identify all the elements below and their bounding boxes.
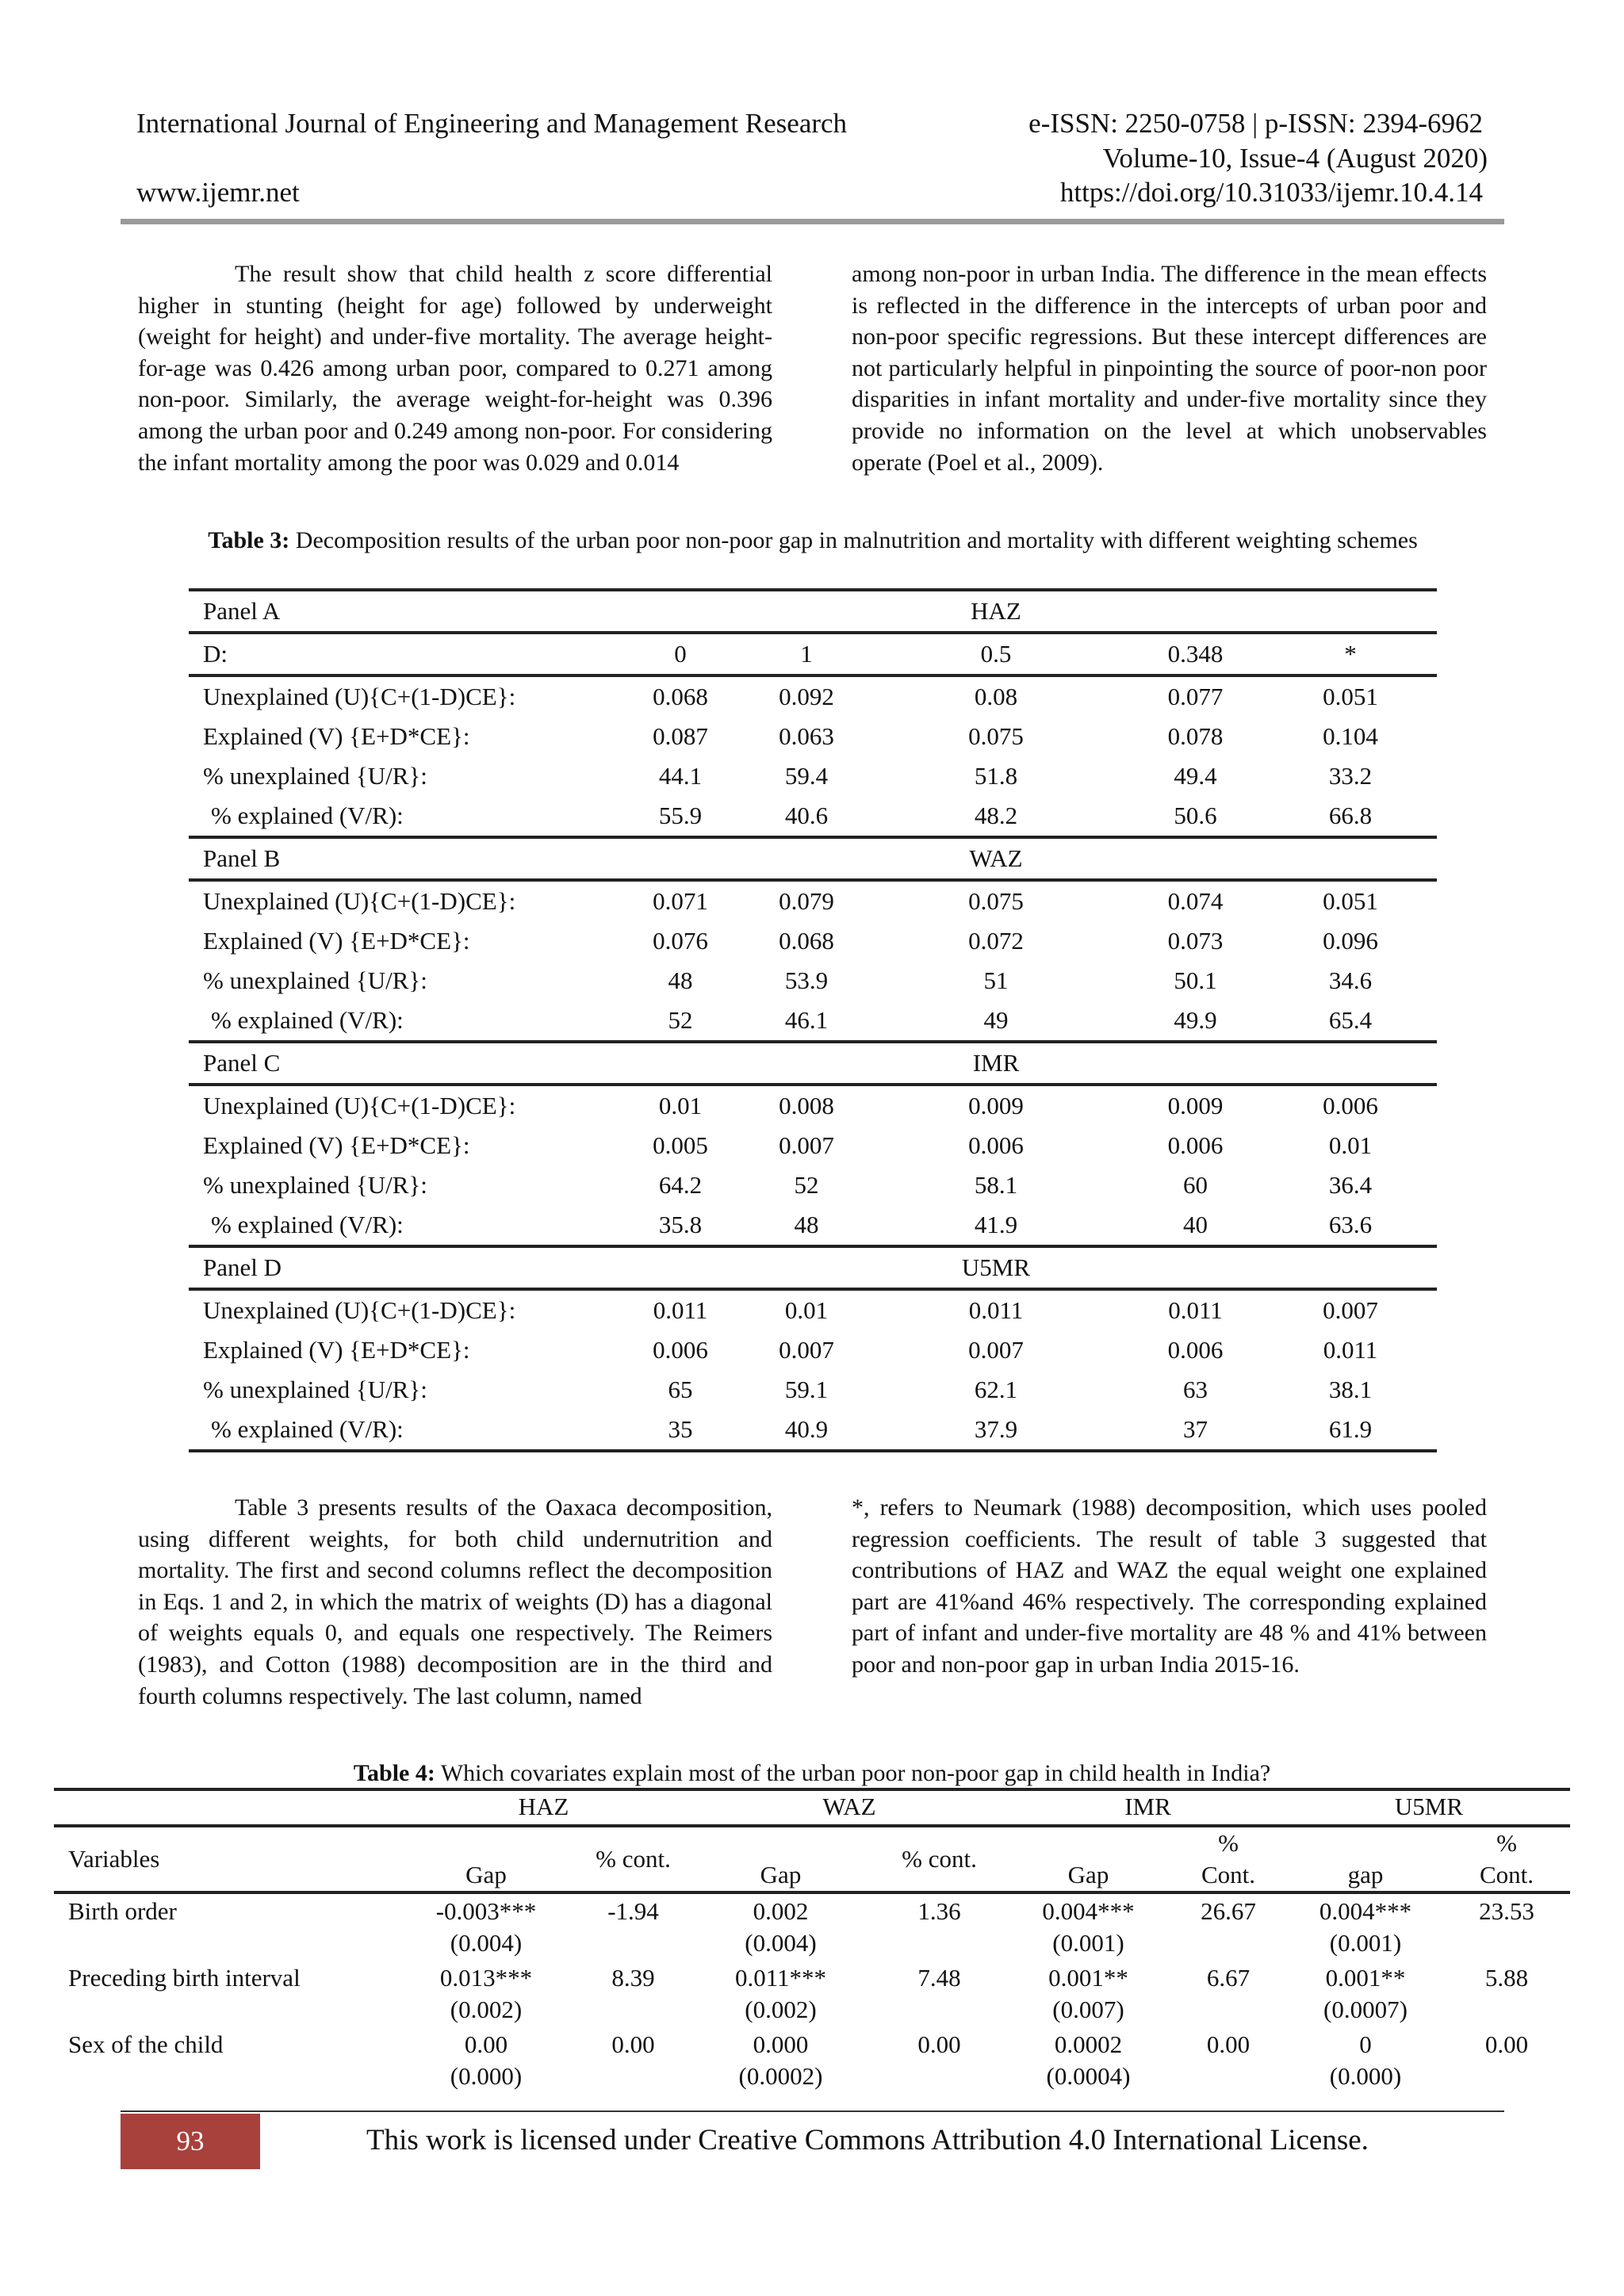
cell-value: 0.01 [784,1296,829,1324]
variables-header: Variables [68,1845,160,1873]
imr-cont-header [1169,1826,1288,1892]
cell-value: 49 [865,1001,1127,1042]
paragraph-results-right [852,258,1487,478]
panel-header-row [189,1246,1437,1289]
cell-value: 48.2 [865,796,1127,837]
paragraph-text: Table 3 presents results of the Oaxaca decomposition, using different weights, for both child undernutrition and mortality. The first and second columns reflect the decomposition in Eqs. 1 and 2, in which the matrix of weights (D) has a diagonal of weights equals 0, and equals one respectively. The Reimers (1983), and Cotton (1988) decomposition are in the third and fourth columns respectively. The last column, named [138,1494,772,1709]
cell-value: 65 [668,1376,693,1403]
table4-caption-text: Which covariates explain most of the urban poor non-poor gap in child health in India? [440,1760,1271,1786]
row-label: Unexplained (U){C+(1-D)CE}: [203,887,516,915]
cell-value: 62.1 [974,1376,1018,1403]
cell-value: 40 [1127,1205,1264,1246]
cell-value: 0.007 [968,1336,1024,1364]
row-label: % unexplained {U/R}: [203,762,427,790]
panel-header-row [189,1042,1437,1085]
cell-value: 0.008 [779,1092,834,1119]
panel-measure: WAZ [865,837,1127,880]
weight-value: * [1264,633,1437,675]
table-row [189,796,1437,837]
contribution-value: 1.36 [917,1897,961,1925]
paragraph-results-left [138,258,772,478]
cell-value: 51 [983,966,1009,994]
standard-error: (0.002) [745,1996,817,2023]
row-label: Explained (V) {E+D*CE}: [203,1336,470,1364]
waz-cont-header: % cont. [902,1845,977,1873]
cell-value: 41.9 [865,1205,1127,1246]
weight-value: 0.5 [865,633,1127,675]
row-label: % unexplained {U/R}: [203,1376,427,1403]
table4 [54,1788,1570,2092]
gap-cell [1008,2026,1169,2092]
row-label: Explained (V) {E+D*CE}: [203,927,470,955]
cell-value: 46.1 [748,1001,865,1042]
cell-value: 60 [1183,1171,1208,1199]
cell-value: 51.8 [974,762,1018,790]
gap-cell [1008,1892,1169,1959]
row-label: Explained (V) {E+D*CE}: [203,722,470,750]
cell-value: 0.092 [779,683,834,710]
cell-value: 0.011 [1323,1336,1378,1364]
table-row [189,1205,1437,1246]
standard-error: (0.007) [1052,1996,1124,2023]
cell-value: 0.01 [658,1092,703,1119]
doi-link[interactable]: https://doi.org/10.31033/ijemr.10.4.14 [1059,177,1483,208]
cell-value: 0.076 [653,927,708,955]
paragraph-oaxaca-right [852,1492,1487,1681]
contribution-value: 6.67 [1206,1964,1251,1992]
cell-value: 0.007 [779,1336,834,1364]
cell-value: 0.009 [1167,1092,1224,1119]
gap-cell [691,1892,871,1959]
footer-rule [121,2110,1504,2112]
panel-name: Panel B [189,837,613,880]
standard-error: (0.000) [450,2062,523,2090]
standard-error: (0.004) [745,1929,817,1957]
panel-header-row [189,590,1437,633]
standard-error: (0.000) [1329,2062,1402,2090]
table-row [189,880,1437,921]
cell-value: 50.6 [1127,796,1264,837]
cell-value: 0.075 [968,722,1024,750]
u5mr-cont-header-bottom: Cont. [1479,1861,1534,1888]
gap-value: 0.004*** [1319,1897,1412,1925]
cell-value: 0.087 [653,722,708,750]
cell-value: 0.104 [1323,722,1378,750]
contribution-value: 0.00 [917,2030,961,2058]
cell-value: 48 [668,966,693,994]
paragraph-text: The result show that child health z score differential higher in stunting (height for age) followed by underweight (weight for height) and under-five mortality. The average height-for-age was 0.426 among urban poor, compared to 0.271 among non-poor. Similarly, the average weight-for-height was 0.396 among the urban poor and 0.249 among non-poor. For considering the infant mortality among the poor was 0.029 and 0.014 [138,261,772,476]
gap-value: 0.001** [1325,1964,1406,1992]
cell-value: 0.074 [1167,887,1224,915]
website-link[interactable]: www.ijemr.net [136,177,300,208]
cell-value: 0.006 [1167,1336,1224,1364]
contribution-value: 5.88 [1484,1964,1529,1992]
u5mr-cont-header-top: % [1496,1829,1517,1857]
table-row [189,756,1437,796]
gap-cell [1288,1959,1443,2026]
paragraph-oaxaca-left [138,1492,772,1712]
cell-value: 49.9 [1127,1001,1264,1042]
table-row [189,1001,1437,1042]
table4-group-header [54,1789,1570,1826]
table4-caption [54,1758,1570,1789]
contribution-value: 0.00 [1206,2030,1251,2058]
cell-value: 37.9 [865,1410,1127,1451]
gap-value: 0.000 [753,2030,809,2058]
gap-cell [691,1959,871,2026]
u5mr-gap-header: gap [1347,1861,1384,1888]
cell-value: 0.051 [1323,887,1378,915]
variable-label: Preceding birth interval [68,1964,301,1992]
standard-error: (0.0004) [1046,2062,1131,2090]
haz-cont-header: % cont. [596,1845,671,1873]
table3-caption-label: Table 3: [208,527,290,553]
panel-name: Panel A [189,590,613,633]
cell-value: 0.006 [1323,1092,1378,1119]
weights-row [189,633,1437,675]
row-label: % explained (V/R): [189,796,613,837]
imr-gap-header: Gap [1067,1861,1109,1888]
cell-value: 0.073 [1167,927,1224,955]
cell-value: 52 [613,1001,748,1042]
row-label: % explained (V/R): [189,1410,613,1451]
table-row [54,1959,1570,2026]
table-row [189,1126,1437,1165]
table3-caption-text: Decomposition results of the urban poor non-poor gap in malnutrition and mortality with different weighting schemes [295,527,1418,553]
table-row [189,961,1437,1001]
cell-value: 64.2 [658,1171,703,1199]
cell-value: 0.007 [779,1131,834,1159]
group-haz: HAZ [518,1793,569,1820]
group-imr: IMR [1124,1793,1171,1820]
group-waz: WAZ [822,1793,876,1820]
cell-value: 0.075 [968,887,1024,915]
journal-title: International Journal of Engineering and Management Research [136,108,848,139]
row-label: % explained (V/R): [189,1205,613,1246]
cell-value: 44.1 [658,762,703,790]
table-row [54,2026,1570,2092]
gap-value: 0 [1359,2030,1372,2058]
cell-value: 33.2 [1328,762,1373,790]
row-label: % explained (V/R): [189,1001,613,1042]
cell-value: 50.1 [1174,966,1217,994]
gap-value: 0.00 [464,2030,508,2058]
cell-value: 0.096 [1323,927,1378,955]
cell-value: 36.4 [1328,1171,1373,1199]
gap-value: 0.001** [1048,1964,1128,1992]
table4-caption-label: Table 4: [353,1760,435,1786]
page-number: 93 [121,2114,260,2169]
cell-value: 63 [1183,1376,1208,1403]
table-row [189,1330,1437,1370]
waz-gap-header: Gap [760,1861,802,1888]
gap-cell [691,2026,871,2092]
row-label: Unexplained (U){C+(1-D)CE}: [203,1092,516,1119]
panel-name: Panel C [189,1042,613,1085]
gap-value: 0.004*** [1042,1897,1135,1925]
cell-value: 0.006 [968,1131,1024,1159]
cell-value: 0.077 [1167,683,1224,710]
panel-header-row [189,837,1437,880]
cell-value: 52 [794,1171,819,1199]
table4-sub-header [54,1826,1570,1892]
paragraph-text: *, refers to Neumark (1988) decomposition, which uses pooled regression coefficients. The result of table 3 suggested that contributions of HAZ and WAZ the equal weight one explained part are 41%and 46% respectively. The corresponding explained part of infant and under-five mortality are 48 % and 41% between poor and non-poor gap in urban India 2015-16. [852,1494,1487,1678]
cell-value: 40.9 [748,1410,865,1451]
volume-issue: Volume-10, Issue-4 (August 2020) [1102,143,1488,174]
variable-label: Birth order [68,1897,177,1925]
standard-error: (0.0007) [1323,1996,1408,2023]
contribution-value: 7.48 [917,1964,961,1992]
contribution-value: 26.67 [1201,1897,1256,1925]
table-row [189,1410,1437,1451]
cell-value: 61.9 [1264,1410,1437,1451]
cell-value: 59.4 [784,762,829,790]
variable-label: Sex of the child [68,2030,224,2058]
cell-value: 0.007 [1323,1296,1378,1324]
issn: e-ISSN: 2250-0758 | p-ISSN: 2394-6962 [1028,108,1483,139]
panel-measure: IMR [865,1042,1127,1085]
imr-cont-header-top: % [1218,1829,1239,1857]
imr-cont-header-bottom: Cont. [1201,1861,1256,1888]
cell-value: 0.005 [653,1131,708,1159]
gap-cell [1288,2026,1443,2092]
table3-caption [159,525,1467,557]
gap-value: 0.0002 [1054,2030,1123,2058]
table-row [189,1370,1437,1410]
cell-value: 0.068 [779,927,834,955]
gap-cell [1008,1959,1169,2026]
row-label: Unexplained (U){C+(1-D)CE}: [203,1296,516,1324]
table-row [189,675,1437,717]
cell-value: 59.1 [784,1376,829,1403]
table-row [189,1085,1437,1126]
gap-cell [396,1959,576,2026]
cell-value: 0.006 [1167,1131,1224,1159]
row-label: Explained (V) {E+D*CE}: [203,1131,470,1159]
header-rule [121,219,1504,224]
cell-value: 0.009 [968,1092,1024,1119]
cell-value: 0.063 [779,722,834,750]
table-row [189,921,1437,961]
cell-value: 38.1 [1328,1376,1373,1403]
cell-value: 65.4 [1264,1001,1437,1042]
weight-value: 1 [748,633,865,675]
weight-value: 0 [613,633,748,675]
cell-value: 55.9 [613,796,748,837]
gap-value: -0.003*** [435,1897,537,1925]
cell-value: 0.08 [974,683,1018,710]
standard-error: (0.002) [450,1996,523,2023]
cell-value: 53.9 [784,966,829,994]
gap-cell [1288,1892,1443,1959]
paragraph-text: among non-poor in urban India. The difference in the mean effects is reflected in the difference in the intercepts of urban poor and non-poor specific regressions. But these intercept differences are not particularly helpful in pinpointing the source of poor-non poor disparities in infant mortality and under-five mortality since they provide no information on the level at which unobservables operate (Poel et al., 2009). [852,261,1487,476]
cell-value: 63.6 [1264,1205,1437,1246]
u5mr-cont-header [1443,1826,1570,1892]
cell-value: 0.079 [779,887,834,915]
cell-value: 0.01 [1328,1131,1373,1159]
cell-value: 0.078 [1167,722,1224,750]
gap-value: 0.011*** [734,1964,827,1992]
cell-value: 0.011 [1168,1296,1223,1324]
cell-value: 0.068 [653,683,708,710]
panel-measure: HAZ [865,590,1127,633]
cell-value: 37 [1127,1410,1264,1451]
cell-value: 58.1 [974,1171,1018,1199]
table3 [189,588,1437,1452]
cell-value: 0.072 [968,927,1024,955]
table-row [189,1289,1437,1330]
row-label: Unexplained (U){C+(1-D)CE}: [203,683,516,710]
standard-error: (0.001) [1052,1929,1124,1957]
cell-value: 35.8 [613,1205,748,1246]
gap-cell [396,1892,576,1959]
standard-error: (0.0002) [738,2062,823,2090]
cell-value: 0.071 [653,887,708,915]
cell-value: 34.6 [1328,966,1373,994]
standard-error: (0.004) [450,1929,523,1957]
cell-value: 0.006 [653,1336,708,1364]
table-row [54,1892,1570,1959]
contribution-value: 23.53 [1479,1897,1534,1925]
cell-value: 0.011 [968,1296,1024,1324]
cell-value: 40.6 [748,796,865,837]
cell-value: 49.4 [1174,762,1217,790]
cell-value: 66.8 [1264,796,1437,837]
row-label: % unexplained {U/R}: [203,1171,427,1199]
contribution-value: 8.39 [611,1964,655,1992]
cell-value: 0.011 [653,1296,708,1324]
cell-value: 35 [613,1410,748,1451]
standard-error: (0.001) [1329,1929,1402,1957]
table-row [189,1165,1437,1205]
gap-value: 0.013*** [439,1964,533,1992]
gap-value: 0.002 [753,1897,809,1925]
cell-value: 48 [748,1205,865,1246]
contribution-value: 0.00 [611,2030,655,2058]
cell-value: 0.051 [1323,683,1378,710]
panel-measure: U5MR [865,1246,1127,1289]
license-text: This work is licensed under Creative Commons Attribution 4.0 International License. [366,2124,1369,2156]
panel-name: Panel D [189,1246,613,1289]
row-label: % unexplained {U/R}: [203,966,427,994]
group-u5mr: U5MR [1394,1793,1464,1820]
contribution-value: 0.00 [1484,2030,1529,2058]
haz-gap-header: Gap [465,1861,507,1888]
weight-value: 0.348 [1127,633,1264,675]
weights-label: D: [189,633,613,675]
table-row [189,717,1437,756]
gap-cell [396,2026,576,2092]
contribution-value: -1.94 [607,1897,659,1925]
